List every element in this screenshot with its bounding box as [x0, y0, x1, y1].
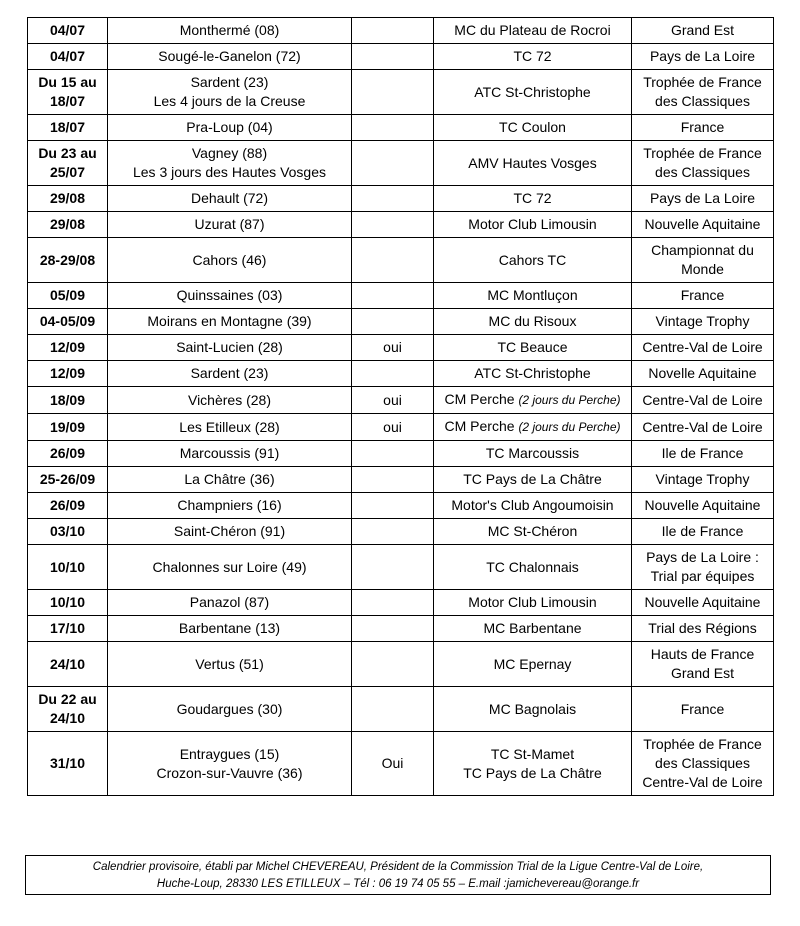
date-cell	[28, 44, 108, 70]
club-cell-text: MC St-Chéron	[487, 523, 578, 539]
club-cell-text: MC du Plateau de Rocroi	[454, 22, 611, 38]
flag-cell	[352, 387, 434, 414]
place-cell-text: Panazol (87)	[189, 594, 270, 610]
championship-cell-text: Hauts de France Grand Est	[650, 646, 755, 681]
championship-cell	[632, 141, 774, 186]
championship-cell	[632, 414, 774, 441]
calendar-row	[28, 545, 774, 590]
date-cell-text: Du 23 au 25/07	[38, 145, 97, 180]
flag-cell	[352, 361, 434, 387]
championship-cell-text: Ile de France	[661, 523, 744, 539]
calendar-row	[28, 467, 774, 493]
calendar-row	[28, 387, 774, 414]
place-cell	[108, 441, 352, 467]
calendar-row	[28, 335, 774, 361]
championship-cell-text: Centre-Val de Loire	[642, 391, 763, 408]
place-cell-text: Vagney (88) Les 3 jours des Hautes Vosges	[132, 145, 326, 180]
place-cell-text: Marcoussis (91)	[179, 445, 280, 461]
date-cell	[28, 687, 108, 732]
place-cell	[108, 493, 352, 519]
date-cell-text: 03/10	[49, 523, 86, 539]
place-cell-text: Moirans en Montagne (39)	[147, 313, 312, 329]
club-cell	[434, 441, 632, 467]
championship-cell-text: Centre-Val de Loire	[642, 418, 763, 435]
flag-cell	[352, 414, 434, 441]
place-cell	[108, 18, 352, 44]
place-cell	[108, 414, 352, 441]
place-cell-text: Chalonnes sur Loire (49)	[152, 558, 307, 575]
date-cell	[28, 616, 108, 642]
place-cell-text: Les Etilleux (28)	[179, 418, 280, 435]
flag-cell	[352, 186, 434, 212]
calendar-row	[28, 616, 774, 642]
flag-cell-text: oui	[383, 339, 402, 355]
calendar-row	[28, 590, 774, 616]
date-cell-text: 05/09	[49, 287, 86, 303]
calendar-row	[28, 238, 774, 283]
club-cell-text: TC 72	[513, 190, 552, 206]
date-cell-text: 24/10	[49, 655, 86, 672]
championship-cell	[632, 642, 774, 687]
club-cell-text: MC Bagnolais	[488, 700, 577, 717]
championship-cell-text: Centre-Val de Loire	[642, 339, 763, 355]
championship-cell	[632, 687, 774, 732]
flag-cell	[352, 283, 434, 309]
date-cell-text: 31/10	[49, 755, 86, 771]
date-cell	[28, 335, 108, 361]
club-cell	[434, 590, 632, 616]
championship-cell-text: Vintage Trophy	[655, 313, 750, 329]
championship-cell	[632, 519, 774, 545]
flag-cell-text: oui	[383, 418, 402, 435]
place-cell	[108, 335, 352, 361]
calendar-row	[28, 732, 774, 796]
championship-cell	[632, 616, 774, 642]
date-cell	[28, 283, 108, 309]
championship-cell-text: France	[680, 287, 725, 303]
club-cell	[434, 387, 632, 414]
flag-cell	[352, 335, 434, 361]
club-cell-text: MC Barbentane	[483, 620, 582, 636]
club-cell-text: ATC St-Christophe	[474, 365, 591, 381]
date-cell	[28, 590, 108, 616]
date-cell	[28, 238, 108, 283]
place-cell-text: Vichères (28)	[187, 391, 271, 408]
date-cell	[28, 186, 108, 212]
date-cell	[28, 361, 108, 387]
place-cell	[108, 545, 352, 590]
date-cell	[28, 309, 108, 335]
championship-cell	[632, 590, 774, 616]
place-cell	[108, 519, 352, 545]
calendar-row	[28, 642, 774, 687]
club-cell	[434, 493, 632, 519]
club-cell	[434, 212, 632, 238]
date-cell-text: 29/08	[49, 190, 86, 206]
calendar-row	[28, 70, 774, 115]
place-cell	[108, 212, 352, 238]
championship-cell	[632, 387, 774, 414]
championship-cell-text: Nouvelle Aquitaine	[644, 497, 761, 513]
club-cell-text: TC Pays de La Châtre	[463, 471, 602, 487]
club-cell	[434, 687, 632, 732]
club-cell	[434, 335, 632, 361]
championship-cell-text: Pays de La Loire : Trial par équipes	[646, 549, 759, 584]
club-cell-text: TC Coulon	[499, 119, 566, 135]
place-cell	[108, 387, 352, 414]
championship-cell	[632, 212, 774, 238]
club-cell	[434, 616, 632, 642]
championship-cell-text: Trophée de France des Classiques Centre-Val de Loire	[642, 736, 763, 790]
place-cell-text: Sardent (23)	[190, 365, 269, 381]
championship-cell-text: France	[680, 700, 725, 717]
date-cell	[28, 441, 108, 467]
place-cell	[108, 361, 352, 387]
date-cell-text: 26/09	[49, 497, 86, 513]
flag-cell	[352, 212, 434, 238]
date-cell-text: 12/09	[49, 339, 86, 355]
date-cell-text: 04/07	[49, 48, 86, 64]
date-cell	[28, 70, 108, 115]
club-cell-text: TC Beauce	[497, 339, 568, 355]
calendar-row	[28, 687, 774, 732]
calendar-row	[28, 361, 774, 387]
club-cell	[434, 238, 632, 283]
club-cell	[434, 70, 632, 115]
place-cell	[108, 238, 352, 283]
club-note-text: (2 jours du Perche)	[518, 393, 621, 407]
club-cell	[434, 141, 632, 186]
championship-cell	[632, 335, 774, 361]
flag-cell	[352, 44, 434, 70]
place-cell	[108, 283, 352, 309]
place-cell-text: Dehault (72)	[190, 190, 269, 206]
flag-cell	[352, 545, 434, 590]
flag-cell	[352, 141, 434, 186]
place-cell	[108, 590, 352, 616]
calendar-row	[28, 44, 774, 70]
championship-cell	[632, 18, 774, 44]
club-note-text: (2 jours du Perche)	[518, 420, 621, 434]
club-cell-text: TC Chalonnais	[486, 558, 579, 575]
club-cell	[434, 309, 632, 335]
club-cell-text: MC Montluçon	[487, 287, 578, 303]
club-cell	[434, 545, 632, 590]
championship-cell-text: Ile de France	[661, 445, 744, 461]
club-cell-text: TC Marcoussis	[485, 445, 580, 461]
place-cell-text: Barbentane (13)	[178, 620, 281, 636]
club-cell	[434, 186, 632, 212]
date-cell-text: 04/07	[49, 22, 86, 38]
championship-cell	[632, 309, 774, 335]
calendar-row	[28, 519, 774, 545]
calendar-row	[28, 283, 774, 309]
place-cell-text: Saint-Chéron (91)	[173, 523, 286, 539]
place-cell	[108, 309, 352, 335]
place-cell-text: Pra-Loup (04)	[186, 119, 273, 135]
championship-cell-text: Pays de La Loire	[649, 48, 756, 64]
date-cell	[28, 467, 108, 493]
date-cell	[28, 387, 108, 414]
championship-cell	[632, 441, 774, 467]
championship-cell-text: Novelle Aquitaine	[648, 365, 757, 381]
flag-cell	[352, 732, 434, 796]
calendar-row	[28, 309, 774, 335]
place-cell	[108, 467, 352, 493]
calendar-row	[28, 115, 774, 141]
championship-cell-text: Trophée de France des Classiques	[643, 145, 762, 180]
club-cell	[434, 44, 632, 70]
flag-cell	[352, 467, 434, 493]
date-cell-text: 12/09	[49, 365, 86, 381]
championship-cell	[632, 70, 774, 115]
flag-cell	[352, 493, 434, 519]
calendar-row	[28, 141, 774, 186]
place-cell-text: Sardent (23) Les 4 jours de la Creuse	[153, 74, 306, 109]
date-cell	[28, 141, 108, 186]
date-cell	[28, 519, 108, 545]
club-cell	[434, 414, 632, 441]
championship-cell-text: Nouvelle Aquitaine	[644, 216, 761, 232]
championship-cell	[632, 361, 774, 387]
place-cell	[108, 732, 352, 796]
place-cell-text: La Châtre (36)	[184, 471, 275, 487]
place-cell	[108, 70, 352, 115]
place-cell	[108, 141, 352, 186]
club-cell-text: CM Perche	[444, 391, 515, 407]
place-cell-text: Goudargues (30)	[176, 700, 283, 717]
flag-cell	[352, 590, 434, 616]
place-cell	[108, 186, 352, 212]
flag-cell	[352, 441, 434, 467]
date-cell-text: 04-05/09	[39, 313, 96, 329]
club-cell-text: CM Perche	[444, 418, 515, 434]
championship-cell	[632, 493, 774, 519]
championship-cell-text: Trophée de France des Classiques	[643, 74, 762, 109]
flag-cell	[352, 115, 434, 141]
flag-cell	[352, 616, 434, 642]
date-cell	[28, 545, 108, 590]
place-cell	[108, 642, 352, 687]
date-cell	[28, 212, 108, 238]
place-cell-text: Sougé-le-Ganelon (72)	[158, 48, 301, 64]
date-cell	[28, 115, 108, 141]
calendar-body	[28, 18, 774, 796]
club-cell-text: MC du Risoux	[488, 313, 577, 329]
club-cell-text: TC 72	[513, 48, 552, 64]
club-cell-text: Motor Club Limousin	[468, 216, 597, 232]
championship-cell	[632, 732, 774, 796]
championship-cell	[632, 467, 774, 493]
date-cell-text: Du 15 au 18/07	[38, 74, 97, 109]
club-cell	[434, 283, 632, 309]
calendar-row	[28, 493, 774, 519]
date-cell-text: 28-29/08	[39, 251, 96, 268]
footer-note	[25, 855, 771, 895]
club-cell-text: Motor's Club Angoumoisin	[451, 497, 614, 513]
championship-cell-text: France	[680, 119, 725, 135]
date-cell-text: 10/10	[49, 558, 86, 575]
championship-cell	[632, 238, 774, 283]
place-cell-text: Cahors (46)	[192, 251, 267, 268]
flag-cell-text: Oui	[381, 755, 404, 771]
flag-cell-text: oui	[383, 391, 402, 408]
date-cell-text: Du 22 au 24/10	[38, 691, 97, 726]
date-cell	[28, 414, 108, 441]
date-cell-text: 18/09	[49, 391, 86, 408]
footer-line-1: Calendrier provisoire, établi par Michel CHEVEREAU, Président de la Commission Trial de la Ligue Centre-Val de Loire,	[92, 861, 704, 873]
date-cell-text: 26/09	[49, 445, 86, 461]
championship-cell-text: Championnat du Monde	[651, 242, 754, 277]
club-cell-text: TC St-Mamet TC Pays de La Châtre	[463, 745, 602, 781]
championship-cell-text: Nouvelle Aquitaine	[644, 594, 761, 610]
championship-cell-text: Trial des Régions	[648, 620, 757, 636]
place-cell-text: Entraygues (15) Crozon-sur-Vauvre (36)	[156, 745, 303, 781]
flag-cell	[352, 687, 434, 732]
club-cell-text: MC Epernay	[493, 655, 572, 672]
calendar-row	[28, 18, 774, 44]
calendar-row	[28, 186, 774, 212]
club-cell	[434, 642, 632, 687]
championship-cell	[632, 44, 774, 70]
date-cell-text: 17/10	[49, 620, 86, 636]
place-cell	[108, 44, 352, 70]
date-cell-text: 10/10	[49, 594, 86, 610]
calendar-table	[27, 17, 774, 796]
date-cell	[28, 642, 108, 687]
flag-cell	[352, 309, 434, 335]
championship-cell	[632, 283, 774, 309]
date-cell	[28, 732, 108, 796]
club-cell-text: ATC St-Christophe	[474, 83, 591, 100]
date-cell-text: 18/07	[49, 119, 86, 135]
championship-cell	[632, 115, 774, 141]
club-cell	[434, 519, 632, 545]
club-cell	[434, 18, 632, 44]
club-cell	[434, 467, 632, 493]
date-cell	[28, 18, 108, 44]
club-cell	[434, 115, 632, 141]
calendar-row	[28, 414, 774, 441]
date-cell	[28, 493, 108, 519]
flag-cell	[352, 18, 434, 44]
date-cell-text: 25-26/09	[39, 471, 96, 487]
club-cell-text: Cahors TC	[498, 251, 567, 268]
championship-cell	[632, 545, 774, 590]
place-cell-text: Quinssaines (03)	[176, 287, 283, 303]
flag-cell	[352, 238, 434, 283]
calendar-row	[28, 212, 774, 238]
place-cell-text: Monthermé (08)	[179, 22, 280, 38]
club-cell-text: Motor Club Limousin	[468, 594, 597, 610]
calendar-row	[28, 441, 774, 467]
championship-cell-text: Vintage Trophy	[655, 471, 750, 487]
club-cell	[434, 361, 632, 387]
place-cell-text: Uzurat (87)	[194, 216, 265, 232]
footer-line-2: Huche-Loup, 28330 LES ETILLEUX – Tél : 06 19 74 05 55 – E.mail :jamichevereau@orange.fr	[156, 878, 640, 890]
place-cell-text: Vertus (51)	[195, 655, 264, 672]
place-cell	[108, 115, 352, 141]
date-cell-text: 19/09	[49, 418, 86, 435]
flag-cell	[352, 642, 434, 687]
flag-cell	[352, 519, 434, 545]
place-cell-text: Champniers (16)	[177, 497, 282, 513]
club-cell	[434, 732, 632, 796]
place-cell	[108, 687, 352, 732]
place-cell	[108, 616, 352, 642]
championship-cell-text: Pays de La Loire	[649, 190, 756, 206]
club-cell-text: AMV Hautes Vosges	[468, 154, 597, 171]
date-cell-text: 29/08	[49, 216, 86, 232]
place-cell-text: Saint-Lucien (28)	[176, 339, 283, 355]
championship-cell	[632, 186, 774, 212]
championship-cell-text: Grand Est	[670, 22, 735, 38]
flag-cell	[352, 70, 434, 115]
